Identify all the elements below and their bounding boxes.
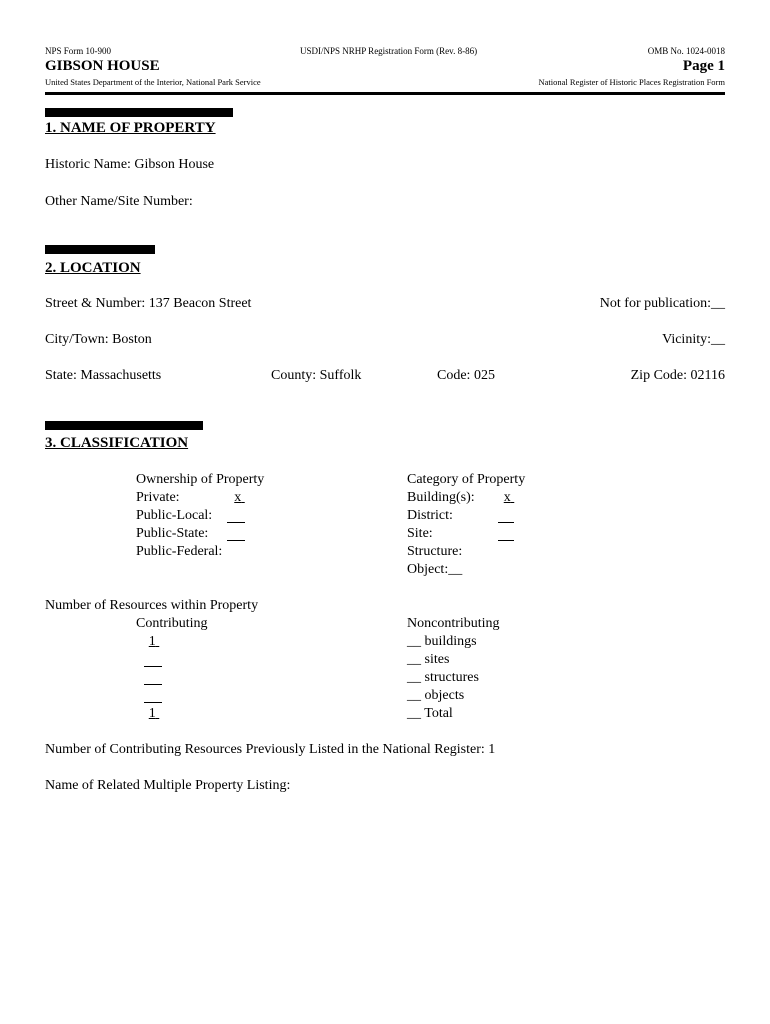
other-name: Other Name/Site Number: — [45, 194, 193, 209]
ownership-mark-private: x — [234, 490, 242, 505]
register-label: National Register of Historic Places Registration Form — [538, 77, 725, 87]
resources-title: Number of Resources within Property — [45, 598, 259, 613]
category-label-site: Site: — [407, 526, 433, 541]
department-label: United States Department of the Interior, National Park Service — [45, 77, 261, 87]
contributing-value-total: 1 — [148, 706, 156, 721]
property-title: GIBSON HOUSE — [45, 58, 160, 74]
contributing-blank-objects — [144, 702, 162, 703]
page-number: Page 1 — [682, 58, 725, 74]
contributing-blank-structures — [144, 684, 162, 685]
zip-code: Zip Code: 02116 — [630, 368, 725, 383]
header-rule — [45, 92, 725, 95]
code: Code: 025 — [437, 368, 495, 383]
historic-name: Historic Name: Gibson House — [45, 157, 215, 172]
section-bar-3 — [45, 421, 203, 430]
section-bar-1 — [45, 108, 233, 117]
noncontributing-title: Noncontributing — [407, 616, 500, 631]
category-label-buildings: Building(s): — [407, 490, 475, 505]
not-for-publication: Not for publication:__ — [599, 296, 725, 311]
ownership-blank-public-local — [227, 522, 245, 523]
contributing-value-buildings: 1 — [148, 634, 156, 649]
ownership-blank-public-state — [227, 540, 245, 541]
vicinity: Vicinity:__ — [662, 332, 725, 347]
category-label-object: Object:__ — [407, 562, 463, 577]
contributing-title: Contributing — [136, 616, 208, 631]
noncontributing-sites: __ sites — [407, 652, 450, 667]
section-heading-classification: 3. CLASSIFICATION — [45, 435, 189, 451]
street-number: Street & Number: 137 Beacon Street — [45, 296, 252, 311]
ownership-label-private: Private: — [136, 490, 180, 505]
ownership-title: Ownership of Property — [136, 472, 265, 487]
category-blank-site — [498, 540, 514, 541]
category-label-district: District: — [407, 508, 453, 523]
previously-listed: Number of Contributing Resources Previously Listed in the National Register: 1 — [45, 742, 496, 757]
ownership-label-public-state: Public-State: — [136, 526, 209, 541]
category-title: Category of Property — [407, 472, 526, 487]
ownership-label-public-federal: Public-Federal: — [136, 544, 223, 559]
county: County: Suffolk — [271, 368, 362, 383]
agency-form-label: USDI/NPS NRHP Registration Form (Rev. 8-86) — [300, 46, 478, 56]
noncontributing-total: __ Total — [407, 706, 453, 721]
noncontributing-buildings: __ buildings — [407, 634, 477, 649]
state: State: Massachusetts — [45, 368, 162, 383]
form-number: NPS Form 10-900 — [45, 46, 112, 56]
noncontributing-structures: __ structures — [407, 670, 479, 685]
omb-number: OMB No. 1024-0018 — [647, 46, 725, 56]
section-bar-2 — [45, 245, 155, 254]
contributing-blank-sites — [144, 666, 162, 667]
related-multiple-listing: Name of Related Multiple Property Listing: — [45, 778, 291, 793]
ownership-label-public-local: Public-Local: — [136, 508, 213, 523]
category-blank-district — [498, 522, 514, 523]
city-town: City/Town: Boston — [45, 332, 152, 347]
category-label-structure: Structure: — [407, 544, 463, 559]
section-heading-location: 2. LOCATION — [45, 260, 141, 276]
category-mark-buildings: x — [503, 490, 511, 505]
noncontributing-objects: __ objects — [407, 688, 465, 703]
section-heading-name: 1. NAME OF PROPERTY — [45, 120, 216, 136]
